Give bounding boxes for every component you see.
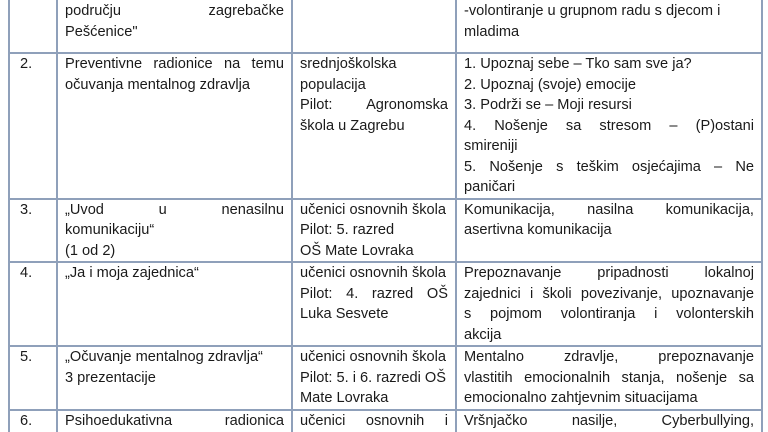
target-group-cell bbox=[292, 410, 456, 432]
row-number-cell bbox=[9, 0, 57, 53]
row-number-cell: 2. bbox=[9, 53, 57, 199]
topics-line: emocionalno zahtjevnim situacijama bbox=[464, 390, 698, 406]
topics-line: -volontiranje u grupnom radu s djecom i bbox=[464, 3, 721, 19]
topics-line: 3. Podrži se – Moji resursi bbox=[464, 97, 632, 113]
target-line: Pilot: 5. razred bbox=[300, 222, 395, 238]
target-group-cell bbox=[292, 346, 456, 410]
topics-cell bbox=[456, 199, 762, 263]
target-group-cell bbox=[292, 199, 456, 263]
target-group-cell bbox=[292, 0, 456, 53]
table-row bbox=[9, 262, 762, 346]
title-line: Preventivne radionice na temu bbox=[65, 56, 284, 72]
workshop-title-cell bbox=[57, 346, 292, 410]
topics-line: akcija bbox=[464, 326, 502, 343]
title-line: Pešćenice" bbox=[65, 23, 138, 40]
title-line: 3 prezentacije bbox=[65, 369, 156, 386]
table-row bbox=[9, 199, 762, 263]
target-line: Pilot: Agronomska bbox=[300, 97, 448, 113]
table-row bbox=[9, 53, 762, 199]
table-row bbox=[9, 0, 762, 53]
target-line: populacija bbox=[300, 76, 366, 93]
target-line: Mate Lovraka bbox=[300, 390, 389, 406]
title-line: Psihoedukativna radionica bbox=[65, 412, 284, 429]
workshop-title-cell bbox=[57, 262, 292, 346]
topics-cell bbox=[456, 53, 762, 199]
target-line: Luka Sesvete bbox=[300, 306, 389, 322]
workshop-title-cell bbox=[57, 199, 292, 263]
target-group-cell bbox=[292, 262, 456, 346]
target-line: Pilot: 5. i 6. razredi OŠ bbox=[300, 369, 446, 386]
topics-cell bbox=[456, 262, 762, 346]
row-number-cell: 6. bbox=[9, 410, 57, 432]
title-line: području zagrebačke bbox=[65, 3, 284, 19]
table-row bbox=[9, 410, 762, 432]
topics-line: asertivna komunikacija bbox=[464, 222, 612, 238]
target-line: učenici osnovnih škola bbox=[300, 201, 447, 218]
topics-line: mladima bbox=[464, 23, 520, 40]
target-line: učenici osnovnih i bbox=[300, 412, 448, 429]
target-line: učenici osnovnih škola bbox=[300, 349, 447, 365]
topics-line: smireniji bbox=[464, 138, 518, 154]
topics-line: Komunikacija, nasilna komunikacija, bbox=[464, 201, 754, 218]
target-line: OŠ Mate Lovraka bbox=[300, 242, 414, 259]
topics-line: 5. Nošenje s teškim osjećajima – Ne bbox=[464, 158, 754, 175]
row-number-cell: 3. bbox=[9, 199, 57, 263]
topics-line: Prepoznavanje pripadnosti lokalnoj bbox=[464, 265, 754, 281]
topics-line: Vršnjačko nasilje, Cyberbullying, bbox=[464, 412, 754, 429]
workshops-table bbox=[8, 0, 763, 432]
topics-cell bbox=[456, 0, 762, 53]
workshop-title-cell bbox=[57, 53, 292, 199]
workshop-title-cell bbox=[57, 0, 292, 53]
topics-line: vlastitih emocionalnih stanja, nošenje sa bbox=[464, 369, 754, 386]
row-number-cell: 5. bbox=[9, 346, 57, 410]
title-line: komunikaciju“ bbox=[65, 222, 155, 238]
workshop-title-cell bbox=[57, 410, 292, 432]
target-line bbox=[300, 0, 448, 1]
title-line: „Ja i moja zajednica“ bbox=[65, 265, 199, 281]
row-number-cell: 4. bbox=[9, 262, 57, 346]
topics-line: zajednici i školi povezivanje, upoznavanje bbox=[464, 285, 754, 302]
target-line: srednjoškolska bbox=[300, 56, 397, 72]
target-line: učenici osnovnih škola bbox=[300, 265, 447, 281]
topics-line: paničari bbox=[464, 179, 516, 195]
title-line: očuvanja mentalnog zdravlja bbox=[65, 76, 250, 93]
title-line: (1 od 2) bbox=[65, 242, 116, 259]
topics-cell bbox=[456, 410, 762, 432]
table-row bbox=[9, 346, 762, 410]
target-line: Pilot: 4. razred OŠ bbox=[300, 285, 448, 302]
topics-cell bbox=[456, 346, 762, 410]
target-line: škola u Zagrebu bbox=[300, 117, 405, 134]
topics-line: 2. Upoznaj (svoje) emocije bbox=[464, 76, 636, 93]
target-group-cell bbox=[292, 53, 456, 199]
title-line: „Uvod u nenasilnu bbox=[65, 201, 284, 218]
topics-line: 4. Nošenje sa stresom – (P)ostani bbox=[464, 117, 754, 134]
title-line: „Očuvanje mentalnog zdravlja“ bbox=[65, 349, 263, 365]
topics-line: Mentalno zdravlje, prepoznavanje bbox=[464, 349, 754, 365]
topics-line: s pojmom volontiranja i volonterskih bbox=[464, 306, 754, 322]
topics-line: 1. Upoznaj sebe – Tko sam sve ja? bbox=[464, 56, 692, 72]
document-page bbox=[8, 0, 761, 432]
